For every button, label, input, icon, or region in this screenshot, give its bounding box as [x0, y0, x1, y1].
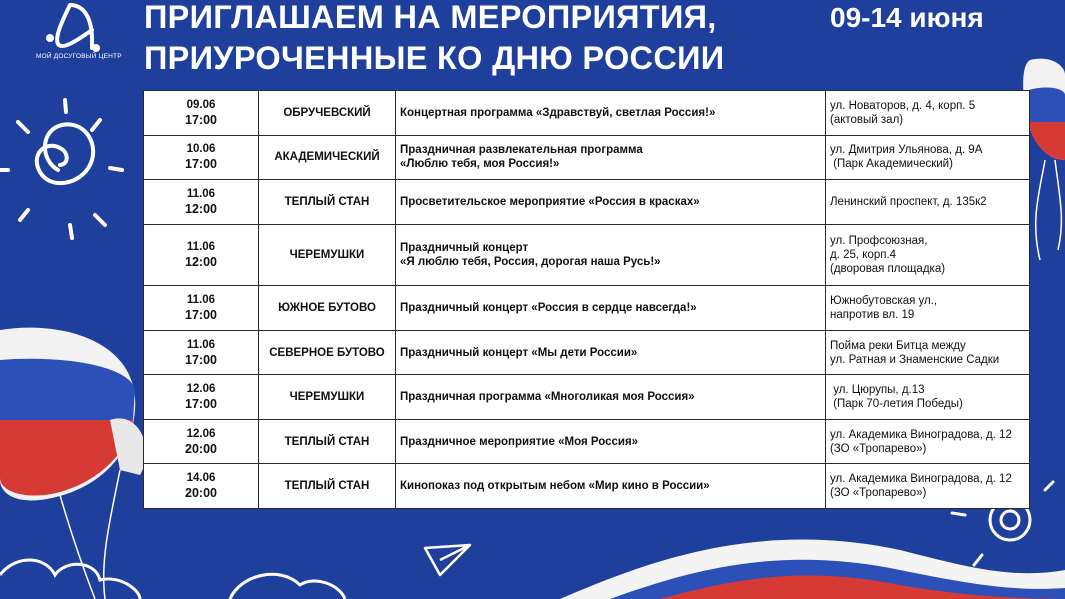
- title-line-1: ПРИГЛАШАЕМ НА МЕРОПРИЯТИЯ,: [144, 0, 717, 35]
- event-date: 12.06: [186, 427, 216, 440]
- event-date-cell: [144, 224, 259, 286]
- event-name: [396, 224, 826, 286]
- event-date: 11.06: [186, 240, 216, 253]
- event-date: 11.06: [186, 338, 216, 351]
- event-row: [144, 464, 1030, 509]
- event-name-line: Просветительское мероприятие «Россия в красках»: [400, 195, 700, 208]
- event-name-line: Праздничный концерт «Мы дети России»: [400, 346, 638, 359]
- event-place-line: ул. Академика Виноградова, д. 12: [830, 473, 1012, 486]
- event-place-line: (Парк Академический): [830, 158, 953, 171]
- event-district: АКАДЕМИЧЕСКИЙ: [259, 135, 396, 180]
- event-time: 17:00: [185, 352, 217, 367]
- event-date-cell: [144, 330, 259, 375]
- event-date-cell: [144, 286, 259, 331]
- date-range: 09-14 июня: [830, 2, 984, 33]
- event-place-line: ул. Ратная и Знаменские Садки: [830, 353, 1000, 366]
- event-place: [826, 286, 1030, 331]
- event-place-line: д. 25, корп.4: [830, 248, 897, 261]
- event-place-line: (дворовая площадка): [830, 262, 946, 275]
- event-date-cell: [144, 91, 259, 136]
- event-date-cell: [144, 135, 259, 180]
- event-name-line: Праздничная развлекательная программа: [400, 144, 643, 157]
- event-place-line: Пойма реки Битца между: [830, 339, 966, 352]
- event-name-line: Праздничный концерт «Россия в сердце навсегда!»: [400, 302, 697, 315]
- event-district: ТЕПЛЫЙ СТАН: [259, 464, 396, 509]
- event-place-line: ул. Профсоюзная,: [830, 234, 928, 247]
- event-row: [144, 419, 1030, 464]
- page-title: [144, 0, 724, 79]
- paper-plane-icon: [425, 545, 470, 575]
- event-date-cell: [144, 180, 259, 225]
- event-place-line: ул. Новаторов, д. 4, корп. 5: [830, 99, 976, 112]
- event-name-line: Праздничное мероприятие «Моя Россия»: [400, 435, 639, 448]
- event-place-line: (ЗО «Тропарево»): [830, 487, 927, 500]
- event-place-line: Ленинский проспект, д. 135к2: [830, 195, 987, 208]
- event-name: [396, 135, 826, 180]
- event-district: ТЕПЛЫЙ СТАН: [259, 180, 396, 225]
- event-date: 10.06: [186, 143, 216, 156]
- events-table-body: [144, 91, 1030, 509]
- event-time: 17:00: [185, 308, 217, 323]
- event-district: ТЕПЛЫЙ СТАН: [259, 419, 396, 464]
- event-row: [144, 224, 1030, 286]
- events-table: [143, 90, 1030, 509]
- event-row: [144, 330, 1030, 375]
- event-time: 20:00: [185, 486, 217, 501]
- event-district: ЧЕРЕМУШКИ: [259, 224, 396, 286]
- event-time: 17:00: [185, 112, 217, 127]
- flag-ribbon-icon: [560, 540, 1065, 599]
- event-date: 09.06: [186, 98, 216, 111]
- event-time: 20:00: [185, 441, 217, 456]
- event-name-line: «Я люблю тебя, Россия, дорогая наша Русь!»: [400, 255, 661, 268]
- event-time: 12:00: [185, 254, 217, 269]
- event-name-line: Кинопоказ под открытым небом «Мир кино в России»: [400, 480, 710, 493]
- event-place-line: ул. Цюрупы, д.13: [830, 384, 925, 397]
- event-date-cell: [144, 375, 259, 420]
- event-place-line: ул. Академика Виноградова, д. 12: [830, 428, 1012, 441]
- event-place: [826, 224, 1030, 286]
- event-date: 12.06: [186, 383, 216, 396]
- event-row: [144, 135, 1030, 180]
- event-name: [396, 330, 826, 375]
- event-date: 14.06: [186, 472, 216, 485]
- event-place-line: (актовый зал): [830, 113, 904, 126]
- event-place: [826, 330, 1030, 375]
- event-date: 11.06: [186, 294, 216, 307]
- event-date-cell: [144, 419, 259, 464]
- event-name: [396, 286, 826, 331]
- event-name: [396, 375, 826, 420]
- event-district: ОБРУЧЕВСКИЙ: [259, 91, 396, 136]
- title-line-2: ПРИУРОЧЕННЫЕ КО ДНЮ РОССИИ: [144, 40, 725, 76]
- event-place-line: (Парк 70-летия Победы): [830, 398, 963, 411]
- event-time: 12:00: [185, 201, 217, 216]
- event-place: [826, 375, 1030, 420]
- balloons-left-icon: [0, 328, 146, 599]
- event-place-line: Южнобутовская ул.,: [830, 295, 938, 308]
- event-district: СЕВЕРНОЕ БУТОВО: [259, 330, 396, 375]
- event-name-line: Праздничный концерт: [400, 241, 529, 254]
- event-time: 17:00: [185, 397, 217, 412]
- event-name-line: Концертная программа «Здравствуй, светлая Россия!»: [400, 106, 716, 119]
- event-name: [396, 91, 826, 136]
- event-place-line: (ЗО «Тропарево»): [830, 442, 927, 455]
- event-name-line: Праздничная программа «Многоликая моя Россия»: [400, 391, 695, 404]
- event-name-line: «Люблю тебя, моя Россия!»: [400, 158, 560, 171]
- event-time: 17:00: [185, 157, 217, 172]
- event-place: [826, 135, 1030, 180]
- event-district: ЧЕРЕМУШКИ: [259, 375, 396, 420]
- event-row: [144, 375, 1030, 420]
- logo-text: МОЙ ДОСУГОВЫЙ ЦЕНТР: [36, 53, 122, 60]
- event-date: 11.06: [186, 187, 216, 200]
- event-row: [144, 91, 1030, 136]
- event-row: [144, 286, 1030, 331]
- event-place: [826, 91, 1030, 136]
- event-name: [396, 180, 826, 225]
- sun-left-icon: [0, 100, 122, 238]
- event-place: [826, 419, 1030, 464]
- cloud-icon: [0, 560, 345, 599]
- event-place: [826, 180, 1030, 225]
- event-name: [396, 464, 826, 509]
- event-place-line: ул. Дмитрия Ульянова, д. 9А: [830, 144, 983, 157]
- event-place-line: напротив вл. 19: [830, 309, 915, 322]
- event-row: [144, 180, 1030, 225]
- event-district: ЮЖНОЕ БУТОВО: [259, 286, 396, 331]
- event-date-cell: [144, 464, 259, 509]
- event-place: [826, 464, 1030, 509]
- event-name: [396, 419, 826, 464]
